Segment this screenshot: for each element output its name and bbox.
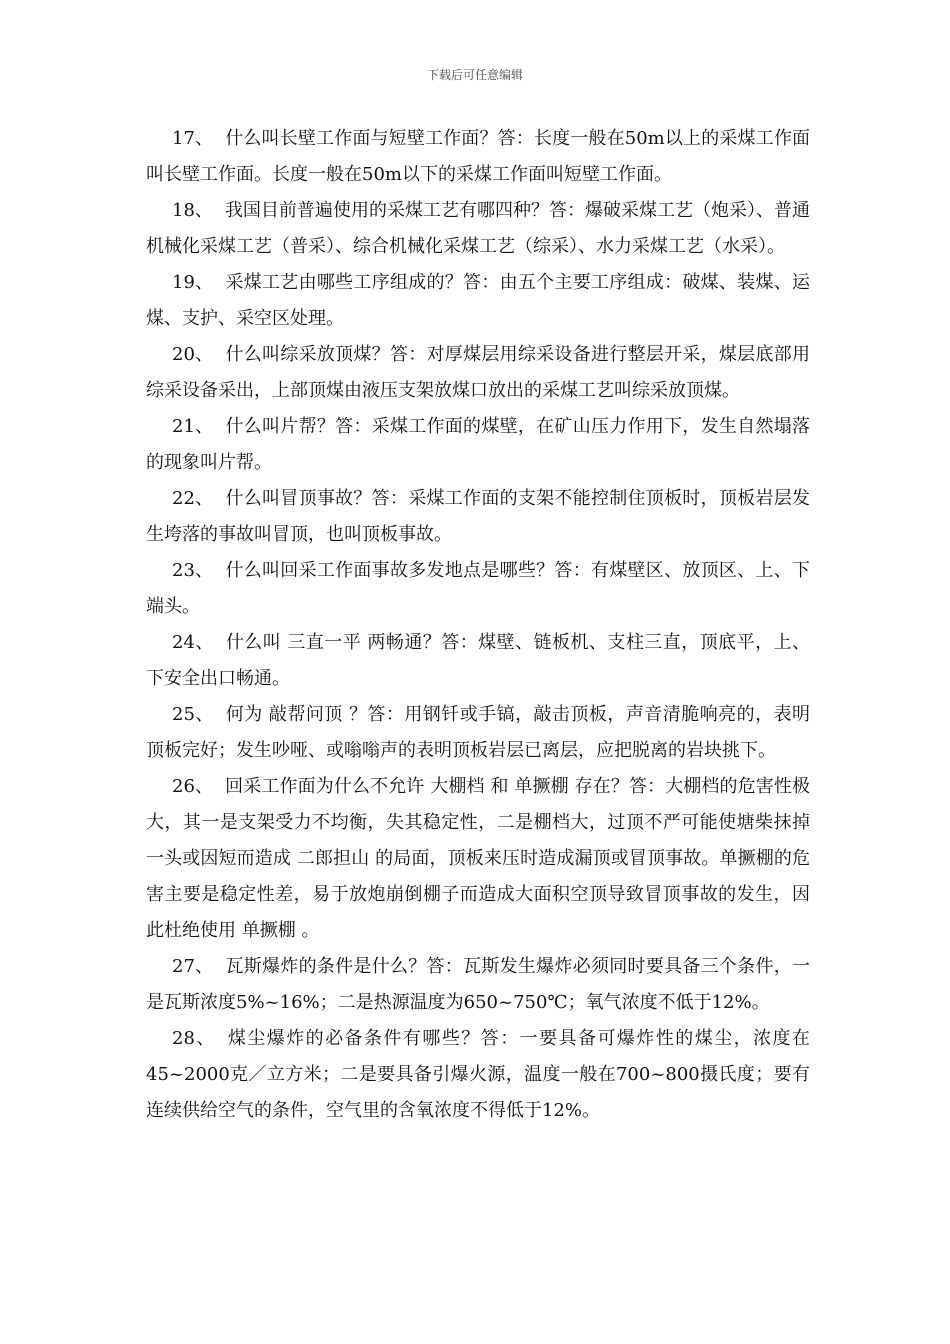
item-text: 什么叫长壁工作面与短壁工作面？答：长度一般在50m以上的采煤工作面叫长壁工作面。长度一般在50m以下的采煤工作面叫短壁工作面。 [146, 128, 810, 185]
item-number: 18、 [172, 200, 213, 221]
item-text: 我国目前普遍使用的采煤工艺有哪四种？答：爆破采煤工艺（炮采）、普通机械化采煤工艺（普采）、综合机械化采煤工艺（综采）、水力采煤工艺（水采）。 [146, 200, 811, 257]
page-header: 下载后可任意编辑 [426, 68, 523, 82]
qa-item-21 [146, 409, 810, 481]
item-text: 什么叫冒顶事故？答：采煤工作面的支架不能控制住顶板时，顶板岩层发生垮落的事故叫冒顶，也叫顶板事故。 [146, 488, 811, 545]
item-number: 20、 [172, 344, 214, 365]
item-number: 28、 [172, 1028, 216, 1049]
item-text: 什么叫回采工作面事故多发地点是哪些？答：有煤壁区、放顶区、上、下端头。 [146, 560, 811, 617]
item-number: 24、 [172, 632, 214, 653]
item-text: 什么叫片帮？答：采煤工作面的煤壁，在矿山压力作用下，发生自然塌落的现象叫片帮。 [146, 416, 811, 473]
qa-item-23 [146, 553, 810, 625]
item-text: 煤尘爆炸的必备条件有哪些？答：一要具备可爆炸性的煤尘，浓度在45~2000克／立方米；二是要具备引爆火源，温度一般在700~800摄氏度；要有连续供给空气的条件，空气里的含氧浓度不得低于12%。 [146, 1028, 811, 1121]
item-number: 19、 [172, 272, 214, 293]
item-number: 23、 [172, 560, 214, 581]
item-number: 25、 [172, 704, 214, 725]
item-text: 采煤工艺由哪些工序组成的？答：由五个主要工序组成：破煤、装煤、运煤、支护、采空区处理。 [146, 272, 811, 329]
item-number: 27、 [172, 956, 214, 977]
qa-item-20 [146, 337, 810, 409]
item-number: 21、 [172, 416, 214, 437]
qa-item-28 [146, 1021, 810, 1129]
item-number: 22、 [172, 488, 214, 509]
qa-item-24 [146, 625, 810, 697]
qa-item-19 [146, 265, 810, 337]
qa-list [146, 121, 810, 1129]
qa-item-25 [146, 697, 810, 769]
item-number: 17、 [172, 128, 214, 149]
qa-item-18 [146, 193, 810, 265]
qa-item-17 [146, 121, 810, 193]
qa-item-27 [146, 949, 810, 1021]
item-number: 26、 [172, 776, 214, 797]
item-text: 回采工作面为什么不允许 大棚档 和 单撅棚 存在？答：大棚档的危害性极大，其一是支架受力不均衡，失其稳定性，二是棚档大，过顶不严可能使塘柴抹掉一头或因短而造成 二郎担山 的局面，顶板来压时造成漏顶或冒顶事故。单撅棚的危害主要是稳定性差，易于放炮崩倒棚子而造成大面积空顶导致冒顶事故的发生，因此杜绝使用 单撅棚 。 [146, 776, 810, 941]
item-text: 何为 敲帮问顶 ？答：用钢钎或手镐，敲击顶板，声音清脆响亮的，表明顶板完好；发生吵哑、或嗡嗡声的表明顶板岩层已离层，应把脱离的岩块挑下。 [146, 704, 810, 761]
item-text: 什么叫 三直一平 两畅通？答：煤壁、链板机、支柱三直，顶底平，上、下安全出口畅通。 [146, 632, 810, 689]
item-text: 什么叫综采放顶煤？答：对厚煤层用综采设备进行整层开采，煤层底部用综采设备采出，上部顶煤由液压支架放煤口放出的采煤工艺叫综采放顶煤。 [146, 344, 811, 401]
qa-item-26 [146, 769, 810, 949]
qa-item-22 [146, 481, 810, 553]
item-text: 瓦斯爆炸的条件是什么？答：瓦斯发生爆炸必须同时要具备三个条件，一是瓦斯浓度5%~16%；二是热源温度为650~750℃；氧气浓度不低于12%。 [146, 956, 811, 1013]
